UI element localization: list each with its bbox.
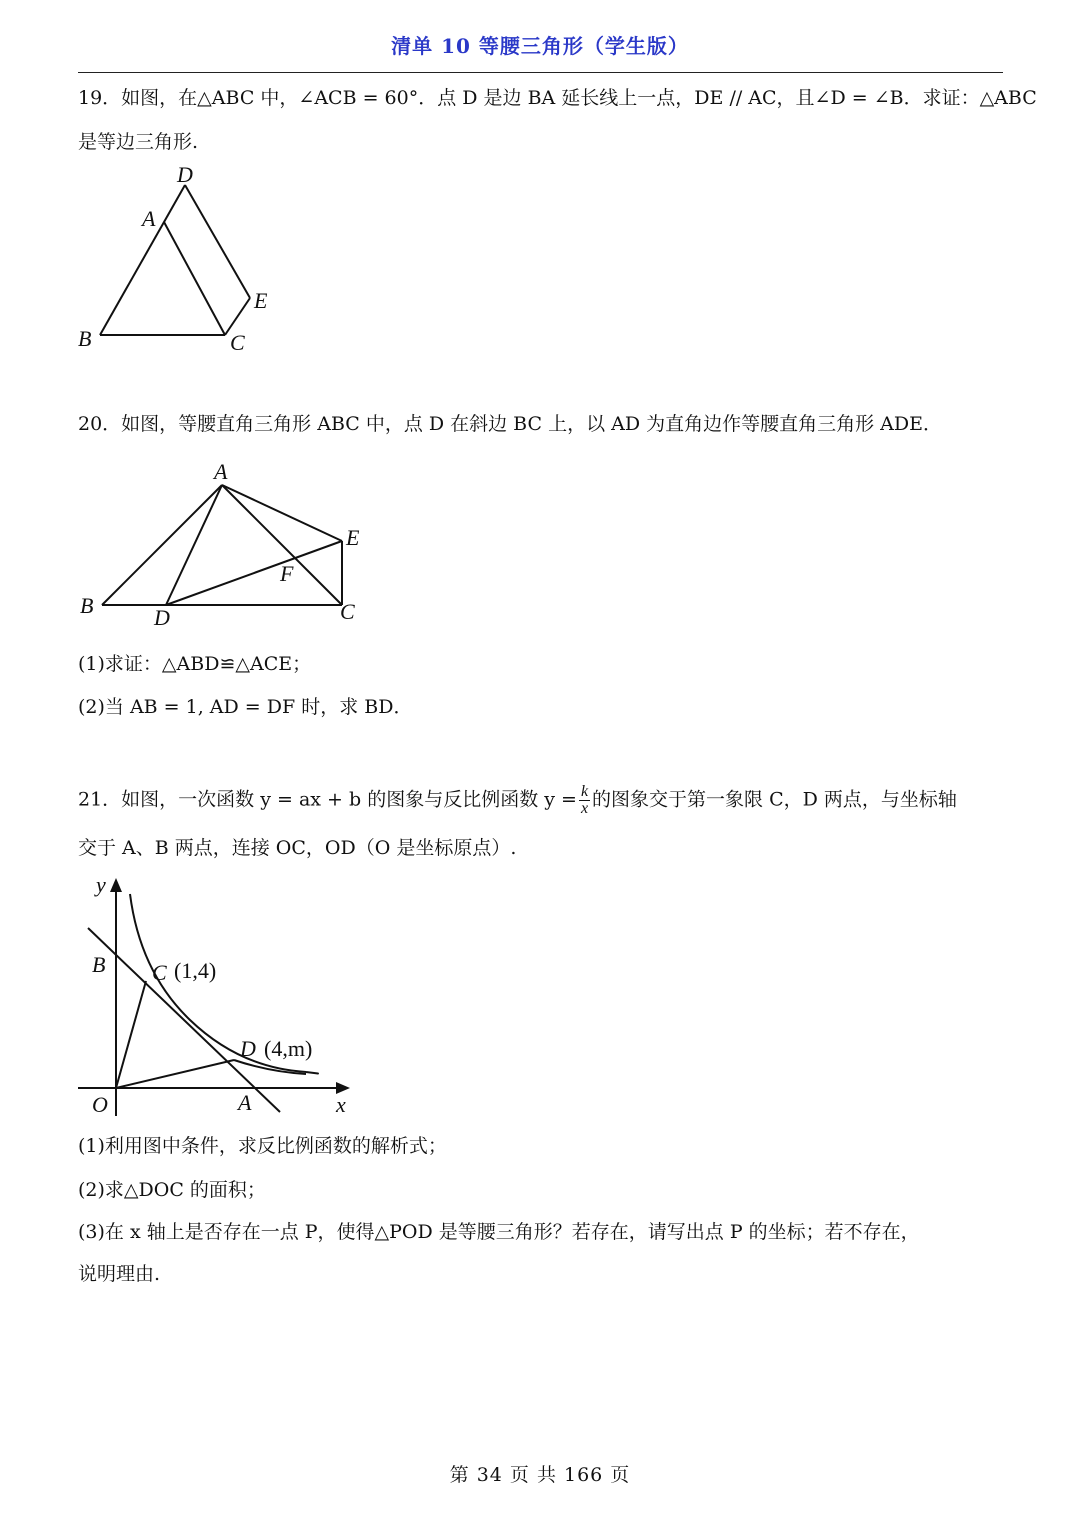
q20-label-e: E <box>346 525 360 550</box>
q19-label-b: B <box>78 326 92 351</box>
q20-label-a: A <box>214 459 228 484</box>
q21-segment-oc <box>116 981 146 1088</box>
q21-label-c-coordinate: (1,4) <box>174 958 217 983</box>
q19-label-d: D <box>177 162 193 187</box>
q21-label-c: C <box>152 960 167 985</box>
q19-label-c: C <box>230 330 245 355</box>
q20-segment-ae <box>222 485 342 541</box>
q19-figure <box>70 160 290 360</box>
q21-fraction-denominator: x <box>580 800 589 817</box>
q21-text-line2: 交于 A、B 两点，连接 OC，OD（O 是坐标原点）. <box>78 837 517 859</box>
q21-label-o: O <box>92 1092 108 1117</box>
q19-label-a: A <box>142 206 156 231</box>
page-number: 第 34 页 共 166 页 <box>449 1464 631 1486</box>
q21-label-b: B <box>92 952 106 977</box>
q21-label-x: x <box>336 1092 346 1117</box>
q20-segment-ac <box>222 485 342 605</box>
q21-label-y: y <box>96 872 106 897</box>
q21-text-line1-b: 的图象交于第一象限 C，D 两点，与坐标轴 <box>592 788 957 811</box>
q21-part2: (2)求△DOC 的面积； <box>78 1179 266 1201</box>
q20-label-d: D <box>154 605 170 630</box>
q19-text-line1: 19．如图，在△ABC 中，∠ACB = 60°．点 D 是边 BA 延长线上一点，DE // AC，且∠D = ∠B．求证：△ABC <box>78 87 1037 109</box>
q20-segment-ab <box>102 485 222 605</box>
q20-part1: (1)求证：△ABD≌△ACE； <box>78 653 312 675</box>
q21-fraction <box>579 784 590 817</box>
q21-y-axis-arrow <box>110 878 122 892</box>
q21-fraction-numerator: k <box>580 783 589 800</box>
q20-text-line1: 20．如图，等腰直角三角形 ABC 中，点 D 在斜边 BC 上，以 AD 为直角边作等腰直角三角形 ADE． <box>78 413 942 435</box>
q21-text-line1 <box>78 784 957 817</box>
q21-figure <box>70 872 370 1122</box>
document-title: 清单 10 等腰三角形（学生版） <box>391 34 689 58</box>
q21-label-d: D <box>240 1036 256 1061</box>
q21-part3-continued: 说明理由. <box>78 1263 161 1285</box>
q20-label-f: F <box>280 561 294 586</box>
q21-part1: (1)利用图中条件，求反比例函数的解析式； <box>78 1135 447 1157</box>
q19-text-line2: 是等边三角形. <box>78 131 199 153</box>
q21-label-a: A <box>238 1090 252 1115</box>
q20-label-b: B <box>80 593 94 618</box>
q20-figure <box>70 455 380 635</box>
q21-label-d-coordinate: (4,m) <box>264 1036 313 1061</box>
q20-label-c: C <box>340 599 355 624</box>
q21-part3: (3)在 x 轴上是否存在一点 P，使得△POD 是等腰三角形？若存在，请写出点 P 的坐标；若不存在， <box>78 1221 920 1243</box>
header-divider <box>78 72 1003 73</box>
q21-text-line1-a: 21．如图，一次函数 y = ax + b 的图象与反比例函数 y = <box>78 788 577 811</box>
q21-hyperbola-end <box>306 1072 318 1074</box>
q20-part2: (2)当 AB = 1, AD = DF 时，求 BD． <box>78 696 413 718</box>
q19-label-e: E <box>254 288 268 313</box>
q21-segment-od <box>116 1060 234 1088</box>
